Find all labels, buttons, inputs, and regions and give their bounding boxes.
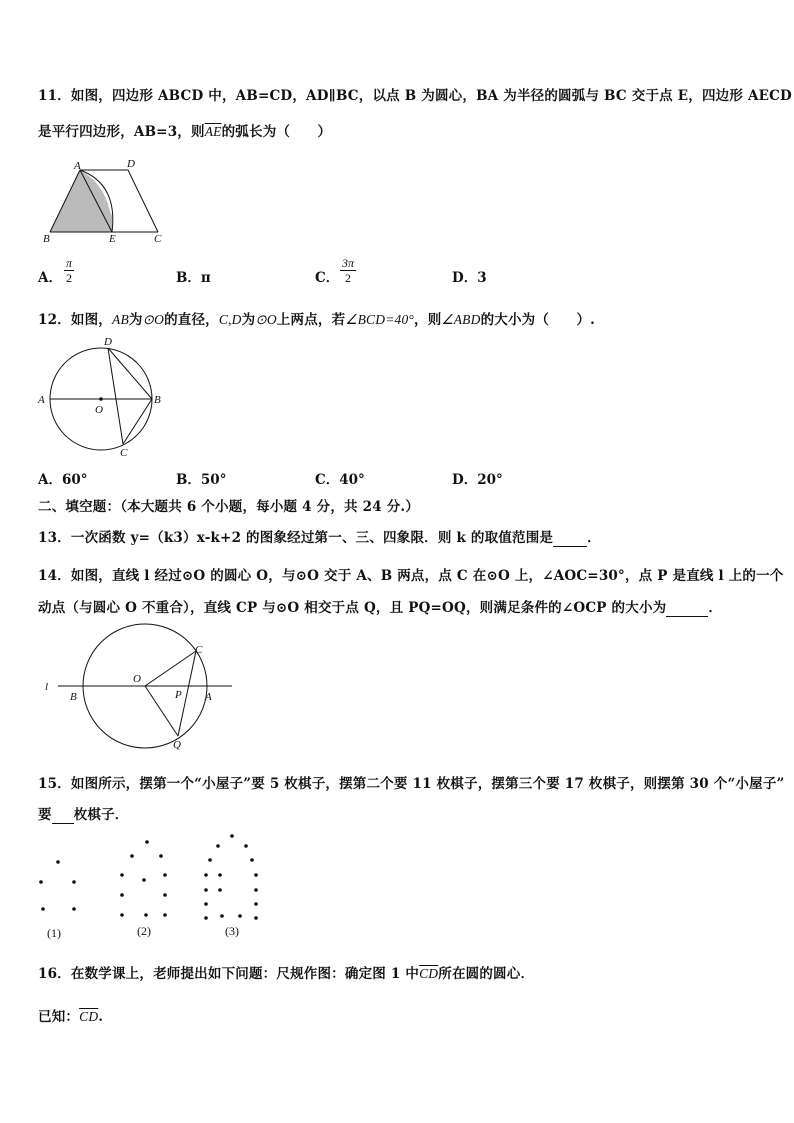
q16-known-end: . [98, 1009, 104, 1025]
q15-fig-label-2: (2) [137, 924, 151, 938]
q11-label-d: D [127, 158, 135, 170]
q14-label-a: A [205, 691, 212, 703]
q11-line1: 11．如图，四边形 ABCD 中，AB=CD，AD∥BC，以点 B 为圆心，BA 为半径的圆弧与 BC 交于点 E，四边形 AECD [38, 88, 792, 104]
q11-option-c[interactable] [315, 266, 339, 286]
q16-text: 16．在数学课上，老师提出如下问题：尺规作图：确定图 1 中 [38, 966, 420, 982]
q14-label-p: P [175, 689, 182, 701]
q14-label-c: C [195, 644, 203, 656]
q13-line [38, 526, 601, 547]
q15-line2 [38, 803, 129, 824]
q11-option-c-num: 3π [342, 256, 355, 270]
q14-label-l: l [45, 681, 49, 693]
q11-option-b-text: π [200, 270, 211, 286]
q16-line [38, 962, 534, 982]
q11-text: 是平行四边形，AB=3，则 [38, 124, 205, 140]
q11-text-end: 的弧长为（ ） [221, 124, 332, 140]
q11-option-c-letter: C． [315, 270, 340, 286]
q12-t1: 为 [128, 312, 143, 328]
q12-label-d: D [104, 336, 112, 348]
q11-option-b[interactable] [176, 266, 211, 286]
q16-known-arc: $\overline{CD}$ [79, 1009, 99, 1024]
q15-house-3 [204, 834, 258, 920]
q12-angle-abd: ∠ABD [441, 312, 481, 327]
q13-answer-blank[interactable] [553, 530, 587, 547]
q12-option-a[interactable]: A．60° [38, 472, 88, 488]
q11-option-a-letter: A． [38, 270, 62, 286]
q12-circle2: ⊙O [255, 312, 277, 327]
q12-label-c: C [120, 447, 128, 459]
q12-line [38, 308, 595, 328]
q15-figure [30, 830, 280, 930]
q11-line2 [38, 120, 331, 140]
q11-label-e: E [109, 233, 116, 245]
q14-line1: 14．如图，直线 l 经过⊙O 的圆心 O，与⊙O 交于 A、B 两点，点 C 在⊙O 上，∠AOC=30°，点 P 是直线 l 上的一个 [38, 568, 784, 584]
q12-label-o: O [95, 404, 103, 416]
q14-label-q: Q [173, 739, 181, 751]
q11-arc-label: $\overline{AE}$ [204, 124, 222, 139]
q16-arc-label: $\overline{CD}$ [419, 966, 439, 981]
q15-house-1 [39, 860, 76, 911]
q11-option-d[interactable] [452, 266, 487, 286]
q11-label-a: A [74, 160, 81, 172]
q16-known-label: 已知： [38, 1009, 80, 1025]
q14-text: 动点（与圆心 O 不重合），直线 CP 与⊙O 相交于点 Q，且 PQ=OQ，则满足条件的∠OCP 的大小为 [38, 600, 667, 616]
q14-figure [40, 630, 240, 755]
q12-circle1: ⊙O [142, 312, 165, 327]
q11-option-a-num: π [66, 256, 73, 270]
q15-fig-label-3: (3) [225, 924, 239, 938]
q11-label-b: B [43, 233, 50, 245]
q16-text2: 所在圆的圆心． [438, 966, 535, 982]
q11-figure [40, 158, 170, 248]
q12-t5: ，则 [414, 312, 442, 328]
section-heading: 二、填空题：（本大题共 6 个小题，每小题 4 分，共 24 分.） [38, 499, 420, 515]
q12-option-d[interactable]: D．20° [452, 472, 503, 488]
q14-label-o: O [133, 673, 141, 685]
q12-ab: AB [112, 312, 129, 327]
q11-label-c: C [154, 233, 162, 245]
q12-option-b[interactable]: B．50° [176, 472, 227, 488]
q15-line1: 15．如图所示，摆第一个“小屋子”要 5 枚棋子，摆第二个要 11 枚棋子，摆第三个要 17 枚棋子，则摆第 30 个“小屋子” [38, 776, 785, 792]
q12-t3: 为 [241, 312, 256, 328]
q15-house-2 [120, 840, 167, 917]
q14-line2 [38, 596, 722, 617]
q12-label-b: B [154, 394, 161, 406]
q12-cd: C,D [218, 312, 242, 327]
q12-t4: 上两点，若 [276, 312, 346, 328]
q12-t6: 的大小为（ ）. [480, 312, 596, 328]
q11-option-d-letter: D． [452, 270, 478, 286]
q11-option-a-den: 2 [66, 271, 72, 285]
q15-fig-label-1: (1) [47, 926, 61, 940]
q11-option-a-fraction [64, 256, 74, 285]
q12-option-c[interactable]: C．40° [315, 472, 365, 488]
q14-end: ． [708, 600, 723, 616]
q12-prefix: 12．如图， [38, 312, 112, 328]
q11-option-b-letter: B． [176, 270, 201, 286]
q12-label-a: A [38, 394, 45, 406]
q12-angle-bcd: ∠BCD=40° [345, 312, 415, 327]
q16-known [38, 1005, 103, 1025]
q13-end: ． [587, 530, 601, 546]
q14-label-b: B [70, 691, 77, 703]
q11-option-a[interactable] [38, 266, 62, 286]
q11-option-c-den: 2 [345, 271, 351, 285]
q12-t2: 的直径， [164, 312, 219, 328]
q11-option-c-fraction [340, 256, 356, 285]
q12-figure [36, 332, 166, 462]
q14-answer-blank[interactable] [666, 600, 708, 617]
q13-text: 13．一次函数 y=（k3）x-k+2 的图象经过第一、三、四象限．则 k 的取值范围是 [38, 530, 554, 546]
q15-text-a: 要 [38, 807, 52, 823]
q15-text-b: 枚棋子． [73, 807, 129, 823]
q11-option-d-text: 3 [477, 270, 487, 286]
q15-answer-blank[interactable] [52, 807, 74, 824]
